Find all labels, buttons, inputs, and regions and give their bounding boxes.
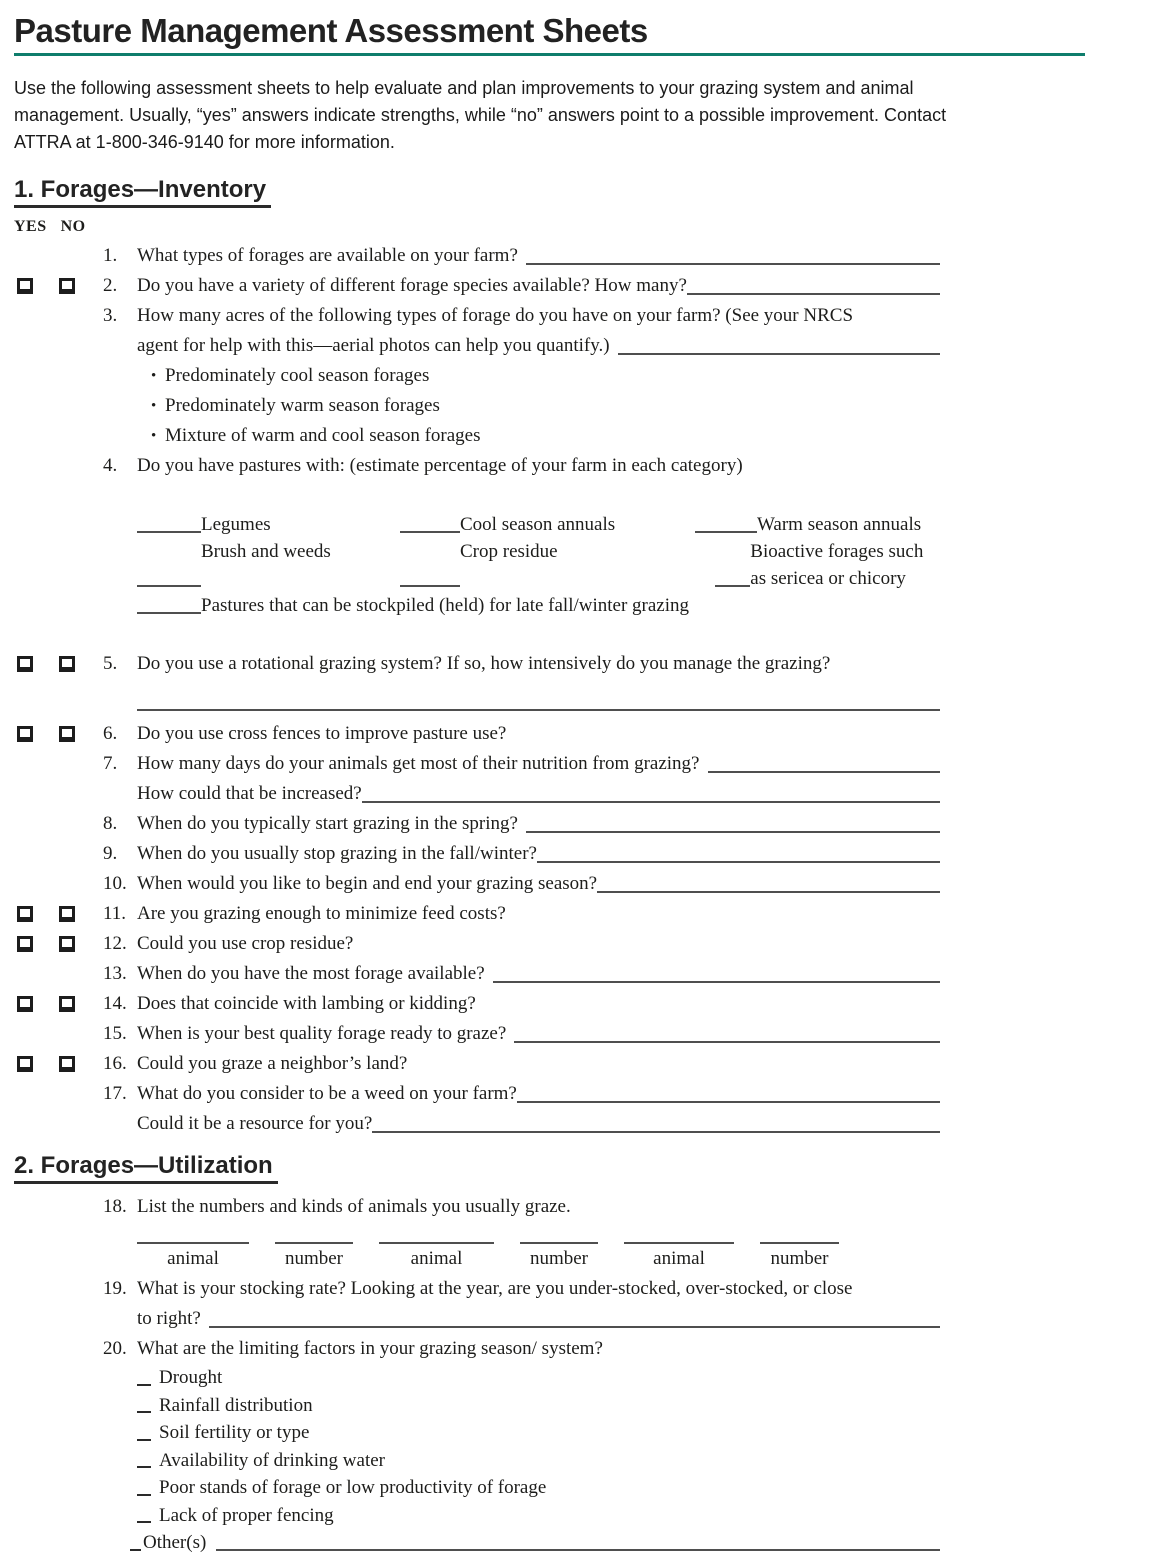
- grid-row: [137, 511, 940, 538]
- checkbox-spacer: [14, 959, 103, 966]
- answer-blank[interactable]: [362, 779, 940, 803]
- question-list: [14, 241, 940, 1139]
- question-number: 14.: [103, 993, 127, 1014]
- checkbox-spacer: [14, 241, 103, 248]
- column-label: animal: [653, 1248, 705, 1269]
- answer-blank[interactable]: [137, 709, 940, 711]
- question-text: When is your best quality forage ready to graze?: [137, 1023, 507, 1044]
- question-number: 11.: [103, 903, 127, 924]
- yes-checkbox[interactable]: [17, 726, 33, 742]
- bullet-icon: •: [151, 368, 157, 384]
- percent-blank[interactable]: [137, 585, 201, 587]
- percent-blank[interactable]: [137, 612, 201, 614]
- column-label: number: [770, 1248, 829, 1269]
- answer-blank[interactable]: [526, 241, 940, 265]
- question-text: Does that coincide with lambing or kidding?: [137, 993, 476, 1014]
- title-accent-rule: [14, 53, 1085, 56]
- checkbox-spacer: [14, 1019, 103, 1026]
- yes-checkbox[interactable]: [17, 1056, 33, 1072]
- bullet-label: Mixture of warm and cool season forages: [165, 425, 481, 446]
- question-number: 4.: [103, 455, 118, 476]
- answer-blank[interactable]: [618, 331, 940, 355]
- option-label: Lack of proper fencing: [159, 1504, 334, 1526]
- intro-line: Use the following assessment sheets to help evaluate and plan improvements to your grazing system and animal: [14, 78, 914, 98]
- question-text: What are the limiting factors in your grazing season/ system?: [137, 1338, 603, 1359]
- category-label: Crop residue: [460, 541, 558, 562]
- checklist-item: [137, 1392, 940, 1420]
- no-checkbox[interactable]: [59, 278, 75, 294]
- column-label: animal: [167, 1248, 219, 1269]
- question-text: Are you grazing enough to minimize feed costs?: [137, 903, 506, 924]
- question-text: Do you use a rotational grazing system? If so, how intensively do you manage the grazing?: [137, 653, 831, 674]
- no-checkbox[interactable]: [59, 996, 75, 1012]
- checkbox-spacer: [14, 809, 103, 816]
- checkbox-spacer: [14, 869, 103, 876]
- yes-checkbox[interactable]: [17, 656, 33, 672]
- yes-no-header: [14, 218, 1151, 236]
- no-checkbox[interactable]: [59, 1056, 75, 1072]
- no-checkbox[interactable]: [59, 936, 75, 952]
- question-row-7: [14, 749, 940, 809]
- checkbox-spacer: [14, 1334, 103, 1341]
- section-heading-forages-utilization: 2. Forages—Utilization: [14, 1152, 278, 1184]
- option-label: Rainfall distribution: [159, 1394, 313, 1416]
- option-blank[interactable]: [137, 1439, 151, 1441]
- checklist-other-item: [130, 1529, 940, 1557]
- question-row-13: [14, 959, 940, 989]
- bullet-item: [137, 391, 940, 421]
- yes-no-checkboxes: [14, 989, 103, 1012]
- forage-type-bullets: [137, 361, 940, 451]
- question-number: 15.: [103, 1023, 127, 1044]
- percent-blank[interactable]: [400, 531, 460, 533]
- option-blank[interactable]: [130, 1549, 141, 1551]
- question-number: 3.: [103, 305, 118, 326]
- question-number: 18.: [103, 1196, 127, 1217]
- question-row-17: [14, 1079, 940, 1139]
- question-text: What is your stocking rate? Looking at the year, are you under-stocked, over-stocked, or close: [137, 1278, 853, 1299]
- no-checkbox[interactable]: [59, 726, 75, 742]
- question-number: 8.: [103, 813, 118, 834]
- question-number: 5.: [103, 653, 118, 674]
- question-row-6: [14, 719, 940, 749]
- column-label: number: [529, 1248, 589, 1269]
- option-label: Poor stands of forage or low productivity of forage: [159, 1477, 547, 1498]
- bullet-label: Predominately cool season forages: [165, 365, 430, 386]
- option-label: Availability of drinking water: [159, 1449, 386, 1471]
- yes-checkbox[interactable]: [17, 906, 33, 922]
- section-heading-forages-inventory: 1. Forages—Inventory: [14, 176, 271, 208]
- answer-blank[interactable]: [209, 1304, 940, 1328]
- category-label: Warm season annuals: [757, 514, 922, 535]
- question-number: 16.: [103, 1053, 127, 1074]
- question-row-5: [14, 649, 940, 719]
- question-text: Do you have a variety of different forage species available? How many?: [137, 275, 687, 296]
- page-title: Pasture Management Assessment Sheets: [14, 12, 648, 49]
- yes-no-checkboxes: [14, 929, 103, 952]
- answer-blank[interactable]: [493, 959, 940, 983]
- question-text: When would you like to begin and end your grazing season?: [137, 873, 598, 894]
- answer-blank[interactable]: [526, 809, 940, 833]
- question-text: Could you graze a neighbor’s land?: [137, 1053, 408, 1074]
- category-label: Legumes: [201, 514, 271, 535]
- question-row-9: [14, 839, 940, 869]
- question-row-4: [14, 451, 940, 649]
- checkbox-spacer: [14, 1079, 103, 1086]
- question-list: [14, 1192, 940, 1557]
- question-row-19: [14, 1274, 940, 1334]
- question-number: 2.: [103, 275, 118, 296]
- answer-blank[interactable]: [537, 839, 940, 863]
- question-row-10: [14, 869, 940, 899]
- answer-blank[interactable]: [514, 1019, 940, 1043]
- answer-blank[interactable]: [708, 749, 941, 773]
- no-checkbox[interactable]: [59, 906, 75, 922]
- intro-paragraph: [14, 75, 1124, 156]
- question-row-8: [14, 809, 940, 839]
- intro-line: management. Usually, “yes” answers indicate strengths, while “no” answers point to a possible improvement. Contact: [14, 105, 947, 125]
- no-column-label: NO: [60, 218, 86, 235]
- percent-blank[interactable]: [695, 531, 757, 533]
- question-text: When do you have the most forage available?: [137, 963, 485, 984]
- bullet-icon: •: [151, 398, 157, 414]
- question-number: 17.: [103, 1083, 127, 1104]
- option-label: Other(s): [143, 1532, 207, 1553]
- no-checkbox[interactable]: [59, 656, 75, 672]
- yes-checkbox[interactable]: [17, 936, 33, 952]
- yes-no-checkboxes: [14, 271, 103, 294]
- option-label: Drought: [159, 1367, 223, 1388]
- question-row-20: [14, 1334, 940, 1557]
- option-label: Soil fertility or type: [159, 1422, 310, 1443]
- question-text: Do you have pastures with: (estimate percentage of your farm in each category): [137, 455, 743, 476]
- column-label: number: [284, 1248, 344, 1269]
- bullet-icon: •: [151, 428, 157, 444]
- option-blank[interactable]: [137, 1494, 151, 1496]
- question-text: to right?: [137, 1308, 201, 1329]
- checkbox-spacer: [14, 451, 103, 458]
- question-number: 13.: [103, 963, 127, 984]
- column-label: animal: [410, 1248, 463, 1269]
- yes-no-checkboxes: [14, 899, 103, 922]
- question-text: How could that be increased?: [137, 783, 362, 804]
- question-row-2: [14, 271, 940, 301]
- limiting-factors-checklist: [137, 1364, 940, 1557]
- question-number: 20.: [103, 1338, 127, 1359]
- checklist-item: [137, 1447, 940, 1475]
- question-row-1: [14, 241, 940, 271]
- option-blank[interactable]: [137, 1384, 151, 1386]
- option-blank[interactable]: [137, 1466, 151, 1468]
- checklist-item: [137, 1364, 940, 1392]
- question-number: 10.: [103, 873, 127, 894]
- option-blank[interactable]: [137, 1411, 151, 1413]
- pasture-percentage-grid: [137, 511, 940, 619]
- question-text: agent for help with this—aerial photos can help you quantify.): [137, 335, 610, 356]
- category-label: Bioactive forages such as sericea or chicory: [750, 541, 924, 589]
- yes-checkbox[interactable]: [17, 278, 33, 294]
- question-row-18: [14, 1192, 940, 1274]
- question-row-12: [14, 929, 940, 959]
- question-text: When do you usually stop grazing in the fall/winter?: [137, 843, 537, 864]
- checklist-item: [137, 1474, 940, 1502]
- yes-column-label: YES: [14, 218, 47, 235]
- bullet-label: Predominately warm season forages: [165, 395, 440, 416]
- category-label: Brush and weeds: [201, 541, 331, 562]
- table-blank-row: [137, 1222, 940, 1244]
- answer-blank[interactable]: [372, 1109, 940, 1133]
- question-text: What types of forages are available on your farm?: [137, 245, 518, 266]
- category-label: Cool season annuals: [460, 514, 616, 535]
- checkbox-spacer: [14, 1192, 103, 1199]
- animal-number-table: [137, 1222, 940, 1274]
- yes-no-checkboxes: [14, 649, 103, 672]
- percent-blank[interactable]: [137, 531, 201, 533]
- intro-line: ATTRA at 1-800-346-9140 for more information.: [14, 132, 395, 152]
- question-number: 7.: [103, 753, 118, 774]
- option-blank[interactable]: [137, 1521, 151, 1523]
- answer-blank[interactable]: [216, 1529, 940, 1551]
- checkbox-spacer: [14, 301, 103, 308]
- checklist-item: [137, 1502, 940, 1530]
- category-label: Pastures that can be stockpiled (held) for late fall/winter grazing: [201, 595, 690, 616]
- question-text: Could you use crop residue?: [137, 933, 354, 954]
- percent-blank[interactable]: [715, 585, 750, 587]
- percent-blank[interactable]: [400, 585, 460, 587]
- yes-no-checkboxes: [14, 719, 103, 742]
- answer-blank[interactable]: [687, 271, 940, 295]
- question-number: 1.: [103, 245, 118, 266]
- bullet-item: [137, 421, 940, 451]
- question-number: 12.: [103, 933, 127, 954]
- question-row-16: [14, 1049, 940, 1079]
- question-text: How many acres of the following types of forage do you have on your farm? (See your NRCS: [137, 305, 854, 326]
- question-text: List the numbers and kinds of animals you usually graze.: [137, 1196, 571, 1217]
- question-text: How many days do your animals get most of their nutrition from grazing?: [137, 753, 700, 774]
- checkbox-spacer: [14, 749, 103, 756]
- question-text: What do you consider to be a weed on your farm?: [137, 1083, 517, 1104]
- checkbox-spacer: [14, 1274, 103, 1281]
- question-row-11: [14, 899, 940, 929]
- answer-blank[interactable]: [517, 1079, 940, 1103]
- question-row-14: [14, 989, 940, 1019]
- question-number: 6.: [103, 723, 118, 744]
- table-label-row: [137, 1244, 940, 1274]
- question-number: 19.: [103, 1278, 127, 1299]
- question-number: 9.: [103, 843, 118, 864]
- answer-blank[interactable]: [597, 869, 940, 893]
- yes-checkbox[interactable]: [17, 996, 33, 1012]
- question-row-15: [14, 1019, 940, 1049]
- question-text: Do you use cross fences to improve pasture use?: [137, 723, 507, 744]
- question-row-3: [14, 301, 940, 451]
- question-text: Could it be a resource for you?: [137, 1113, 373, 1134]
- yes-no-checkboxes: [14, 1049, 103, 1072]
- checklist-item: [137, 1419, 940, 1447]
- checkbox-spacer: [14, 839, 103, 846]
- grid-row: [137, 592, 940, 619]
- question-text: When do you typically start grazing in the spring?: [137, 813, 518, 834]
- grid-row: [137, 538, 940, 592]
- bullet-item: [137, 361, 940, 391]
